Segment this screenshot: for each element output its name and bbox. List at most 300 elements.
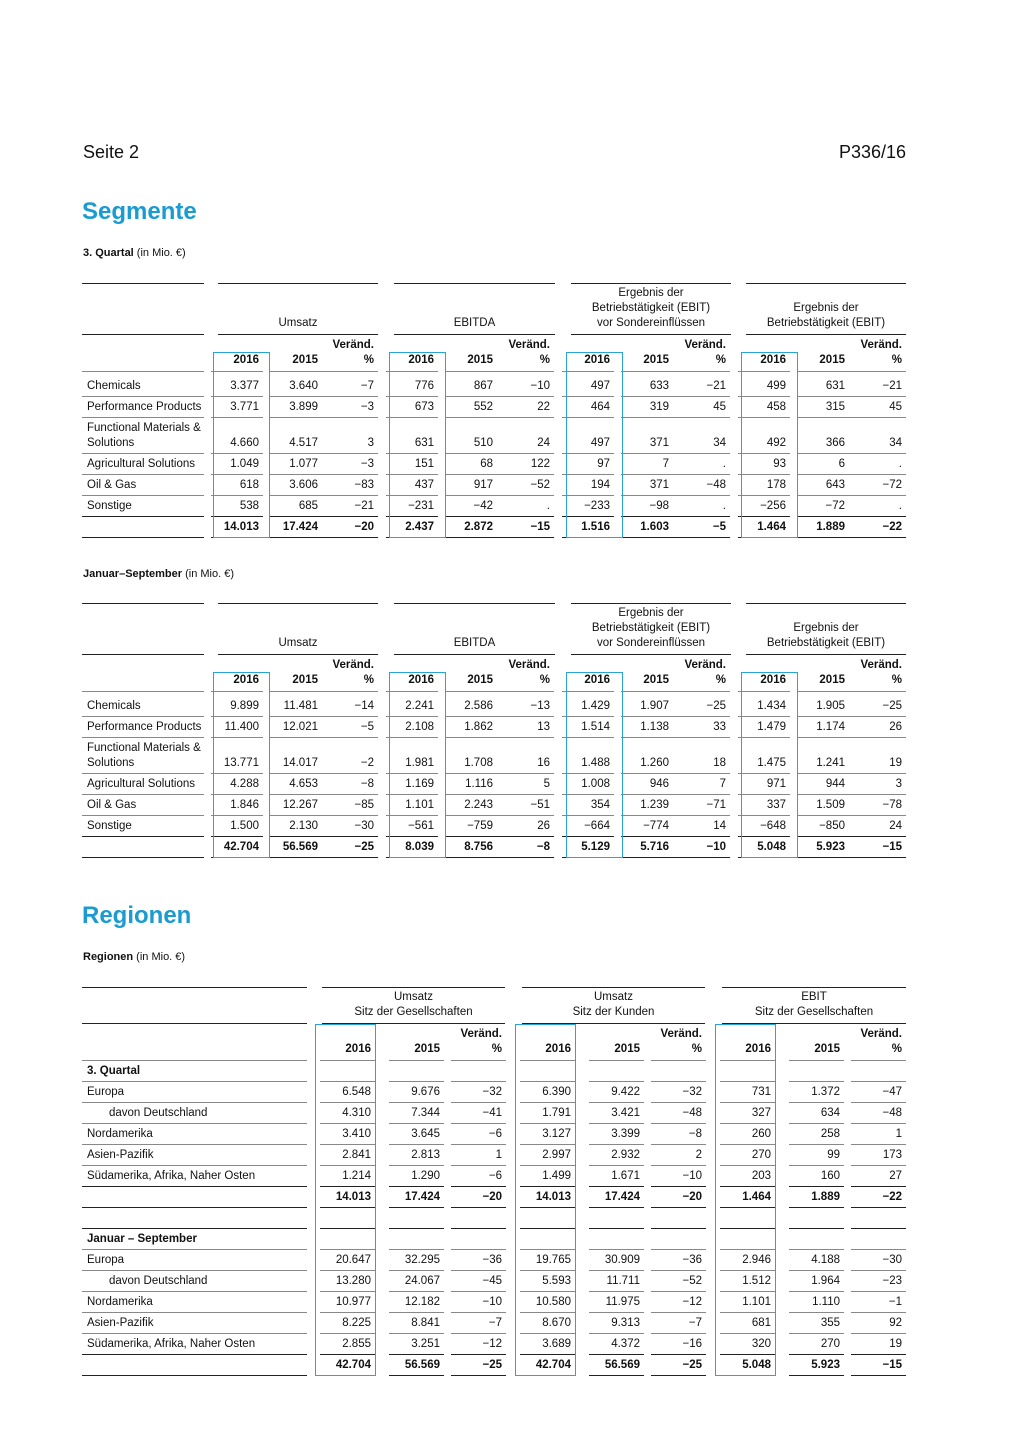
row-rule <box>621 716 673 717</box>
table-cell: −32 <box>482 1086 502 1098</box>
table-cell: −85 <box>354 799 374 811</box>
rule-header <box>82 334 204 335</box>
row-rule <box>621 495 673 496</box>
table-cell: 2.241 <box>405 700 434 712</box>
row-rule <box>589 1081 644 1082</box>
row-rule <box>651 1375 706 1376</box>
table-cell: 2.586 <box>464 700 493 712</box>
row-rule <box>497 516 554 517</box>
table-cell: 3.410 <box>342 1128 371 1140</box>
row-rule <box>321 453 378 454</box>
row-label: Oil & Gas <box>87 799 137 811</box>
highlight-2016-column <box>389 672 446 858</box>
table-cell: 1.241 <box>816 757 845 769</box>
row-rule <box>789 1123 844 1124</box>
row-rule <box>270 737 322 738</box>
table-cell: 2.243 <box>464 799 493 811</box>
table-cell: 2.841 <box>342 1149 371 1161</box>
row-rule <box>851 1375 906 1376</box>
table-cell: 4.517 <box>289 437 318 449</box>
row-label: Functional Materials & <box>87 742 201 754</box>
row-rule <box>270 857 322 858</box>
caption-regionen-bold: Regionen <box>83 951 134 963</box>
table-cell: −233 <box>584 500 610 512</box>
row-rule <box>389 1333 444 1334</box>
row-rule <box>651 1333 706 1334</box>
row-rule <box>270 537 322 538</box>
table-cell: −12 <box>482 1338 502 1350</box>
rule-colhead <box>849 371 906 372</box>
row-rule <box>851 1123 906 1124</box>
row-rule <box>673 396 730 397</box>
rule-colhead <box>789 1060 844 1061</box>
row-rule <box>82 1165 307 1166</box>
table-cell: 56.569 <box>282 841 318 853</box>
row-rule <box>849 794 906 795</box>
row-rule <box>321 794 378 795</box>
row-label: Nordamerika <box>87 1128 153 1140</box>
col-head-2016: 2016 <box>233 354 259 366</box>
section-title-regionen: Regionen <box>82 902 192 929</box>
row-rule <box>651 1249 706 1250</box>
row-label: Chemicals <box>87 380 141 392</box>
col-head-percent: % <box>891 1043 902 1055</box>
rule-header <box>394 334 555 335</box>
table-cell: 3.899 <box>289 401 318 413</box>
row-rule <box>497 794 554 795</box>
row-rule <box>589 1291 644 1292</box>
table-cell: −561 <box>408 820 434 832</box>
table-cell: . <box>898 458 902 470</box>
col-head-2015: 2015 <box>643 674 669 686</box>
rule-colhead <box>849 691 906 692</box>
table-cell: −15 <box>530 521 550 533</box>
row-rule <box>673 417 730 418</box>
table-cell: 631 <box>825 380 845 392</box>
rule-colhead <box>651 1060 706 1061</box>
table-cell: 4.372 <box>611 1338 640 1350</box>
row-rule <box>451 1228 506 1229</box>
row-rule <box>789 1312 844 1313</box>
row-label: Performance Products <box>87 401 202 413</box>
row-rule <box>270 716 322 717</box>
rule-colhead <box>445 371 497 372</box>
row-rule <box>82 1291 307 1292</box>
table-cell: 8.225 <box>342 1317 371 1329</box>
row-rule <box>451 1354 506 1355</box>
table-cell: −10 <box>530 380 550 392</box>
row-rule <box>451 1165 506 1166</box>
row-rule <box>789 1207 844 1208</box>
caption-ytd-unit: (in Mio. €) <box>182 568 235 580</box>
row-rule <box>651 1228 706 1229</box>
row-rule <box>451 1102 506 1103</box>
table-cell: −21 <box>882 380 902 392</box>
table-cell: 4.310 <box>342 1107 371 1119</box>
table-cell: −759 <box>467 820 493 832</box>
col-head-change: Veränd. <box>860 339 902 351</box>
group-header-ebit-line: Ergebnis der <box>793 302 859 314</box>
table-cell: −850 <box>819 820 845 832</box>
row-label: Asien-Pazifik <box>87 1149 154 1161</box>
row-rule <box>797 857 849 858</box>
table-cell: . <box>898 500 902 512</box>
group-header-umsatz: Umsatz <box>278 317 318 329</box>
row-rule <box>497 495 554 496</box>
table-cell: 6.390 <box>542 1086 571 1098</box>
table-cell: 643 <box>825 479 845 491</box>
row-rule <box>82 1186 307 1187</box>
page-number: Seite 2 <box>83 142 140 162</box>
table-cell: 4.288 <box>230 778 259 790</box>
rule-header <box>82 1023 307 1024</box>
table-cell: 2.946 <box>742 1254 771 1266</box>
table-cell: 9.422 <box>611 1086 640 1098</box>
table-cell: −41 <box>482 1107 502 1119</box>
table-cell: 3.399 <box>611 1128 640 1140</box>
table-cell: −2 <box>360 757 374 769</box>
row-rule <box>849 495 906 496</box>
row-rule <box>651 1081 706 1082</box>
row-rule <box>82 716 204 717</box>
row-rule <box>270 836 322 837</box>
table-cell: 32.295 <box>404 1254 440 1266</box>
row-rule <box>797 716 849 717</box>
table-cell: 17.424 <box>404 1191 440 1203</box>
row-rule <box>321 836 378 837</box>
row-rule <box>849 857 906 858</box>
table-cell: −7 <box>688 1317 702 1329</box>
row-rule <box>589 1354 644 1355</box>
table-cell: 731 <box>751 1086 771 1098</box>
table-cell: 1.500 <box>230 820 259 832</box>
table-cell: 1.671 <box>611 1170 640 1182</box>
table-cell: 14.013 <box>223 521 259 533</box>
row-label: Agricultural Solutions <box>87 458 196 470</box>
table-cell: 20.647 <box>335 1254 371 1266</box>
table-cell: −20 <box>354 521 374 533</box>
table-cell: 1.260 <box>640 757 669 769</box>
row-rule <box>389 1102 444 1103</box>
col-head-2016: 2016 <box>408 354 434 366</box>
row-rule <box>451 1144 506 1145</box>
row-rule <box>270 815 322 816</box>
table-cell: −36 <box>482 1254 502 1266</box>
table-cell: 3.771 <box>230 401 259 413</box>
col-head-change: Veränd. <box>684 659 726 671</box>
row-rule <box>270 794 322 795</box>
table-cell: −30 <box>354 820 374 832</box>
rule-top <box>82 283 204 284</box>
table-cell: 673 <box>414 401 434 413</box>
row-rule <box>651 1270 706 1271</box>
row-rule <box>82 1144 307 1145</box>
table-cell: 1.290 <box>411 1170 440 1182</box>
row-rule <box>270 773 322 774</box>
row-rule <box>851 1207 906 1208</box>
row-rule <box>445 836 497 837</box>
group-header-line: Umsatz <box>394 991 433 1003</box>
table-cell: 685 <box>298 500 318 512</box>
table-cell: −72 <box>825 500 845 512</box>
row-rule <box>451 1333 506 1334</box>
table-cell: 492 <box>766 437 786 449</box>
table-cell: 552 <box>473 401 493 413</box>
row-rule <box>589 1228 644 1229</box>
row-rule <box>82 737 204 738</box>
table-cell: 5.593 <box>542 1275 571 1287</box>
caption-regionen-unit: (in Mio. €) <box>133 951 186 963</box>
table-cell: 1.488 <box>581 757 610 769</box>
table-cell: 34 <box>713 437 726 449</box>
row-rule <box>497 537 554 538</box>
table-cell: 1.512 <box>742 1275 771 1287</box>
col-head-2015: 2015 <box>292 354 318 366</box>
table-cell: 56.569 <box>404 1359 440 1371</box>
table-cell: −52 <box>530 479 550 491</box>
table-cell: −22 <box>882 521 902 533</box>
table-cell: 1.239 <box>640 799 669 811</box>
highlight-2016-column <box>566 352 623 538</box>
group-header-line: Sitz der Kunden <box>572 1006 655 1018</box>
table-cell: 8.756 <box>464 841 493 853</box>
table-cell: 2.813 <box>411 1149 440 1161</box>
group-header-ebit-bsi-line: Betriebstätigkeit (EBIT) <box>591 302 711 314</box>
highlight-2016-column <box>213 352 270 538</box>
table-cell: 1.110 <box>812 1296 840 1308</box>
table-cell: −42 <box>473 500 493 512</box>
caption-ytd <box>83 568 234 580</box>
table-cell: −22 <box>882 1191 902 1203</box>
row-rule <box>851 1333 906 1334</box>
group-header-umsatz: Umsatz <box>278 637 318 649</box>
row-rule <box>849 417 906 418</box>
row-rule <box>673 794 730 795</box>
table-cell: 8.039 <box>405 841 434 853</box>
rule-colhead <box>851 1060 906 1061</box>
col-head-2015: 2015 <box>467 354 493 366</box>
row-rule <box>673 773 730 774</box>
table-cell: 45 <box>713 401 726 413</box>
table-cell: 1.905 <box>816 700 845 712</box>
table-cell: 5.129 <box>581 841 610 853</box>
table-cell: 867 <box>473 380 493 392</box>
row-rule <box>651 1207 706 1208</box>
col-head-2016: 2016 <box>545 1043 571 1055</box>
table-cell: . <box>722 500 726 512</box>
table-cell: 4.653 <box>289 778 318 790</box>
table-cell: 14.017 <box>282 757 318 769</box>
table-cell: −774 <box>643 820 669 832</box>
rule-top <box>394 603 555 604</box>
col-head-2016: 2016 <box>408 674 434 686</box>
row-rule <box>851 1270 906 1271</box>
col-head-change: Veränd. <box>332 339 374 351</box>
row-rule <box>651 1144 706 1145</box>
row-rule <box>82 1249 307 1250</box>
table-cell: −231 <box>408 500 434 512</box>
table-cell: 3 <box>367 437 374 449</box>
table-cell: 9.676 <box>411 1086 440 1098</box>
table-cell: −6 <box>488 1170 502 1182</box>
table-cell: 5.716 <box>640 841 669 853</box>
table-cell: 315 <box>825 401 845 413</box>
row-rule <box>497 716 554 717</box>
row-rule <box>589 1186 644 1187</box>
table-cell: 42.704 <box>535 1359 571 1371</box>
row-rule <box>849 537 906 538</box>
table-cell: 14.013 <box>335 1191 371 1203</box>
table-cell: 9.899 <box>230 700 259 712</box>
row-rule <box>389 1123 444 1124</box>
table-cell: 1.862 <box>464 721 493 733</box>
table-cell: −83 <box>354 479 374 491</box>
rule-header <box>218 334 378 335</box>
table-cell: 260 <box>751 1128 771 1140</box>
table-cell: 17.424 <box>282 521 318 533</box>
row-rule <box>82 1207 307 1208</box>
table-cell: 56.569 <box>604 1359 640 1371</box>
row-rule <box>497 474 554 475</box>
table-cell: 2.997 <box>542 1149 571 1161</box>
table-cell: 3.640 <box>289 380 318 392</box>
row-rule <box>389 1081 444 1082</box>
col-head-2016: 2016 <box>760 674 786 686</box>
table-cell: 1.174 <box>816 721 845 733</box>
group-header-ebit-line: Betriebstätigkeit (EBIT) <box>766 637 886 649</box>
row-rule <box>389 1249 444 1250</box>
table-cell: 2.437 <box>405 521 434 533</box>
row-rule <box>451 1312 506 1313</box>
table-cell: 2 <box>695 1149 702 1161</box>
row-rule <box>849 773 906 774</box>
row-rule <box>673 453 730 454</box>
row-rule <box>651 1312 706 1313</box>
table-cell: 1.964 <box>811 1275 840 1287</box>
row-rule <box>497 737 554 738</box>
col-head-2016: 2016 <box>584 674 610 686</box>
table-cell: 1.499 <box>542 1170 571 1182</box>
row-rule <box>270 396 322 397</box>
rule-top <box>218 283 378 284</box>
table-cell: 1.907 <box>640 700 669 712</box>
rule-top <box>746 283 906 284</box>
table-cell: 13.280 <box>335 1275 371 1287</box>
table-cell: 1.101 <box>742 1296 771 1308</box>
row-rule <box>82 1081 307 1082</box>
table-cell: 11.711 <box>606 1275 640 1287</box>
row-rule <box>82 1270 307 1271</box>
table-cell: 24.067 <box>404 1275 440 1287</box>
row-rule <box>445 516 497 517</box>
group-header-ebit-bsi-line: Ergebnis der <box>618 607 684 619</box>
col-head-percent: % <box>539 354 550 366</box>
group-header-ebitda: EBITDA <box>453 637 496 649</box>
row-rule <box>673 516 730 517</box>
row-rule <box>321 537 378 538</box>
row-label: Agricultural Solutions <box>87 778 196 790</box>
table-cell: −15 <box>882 841 902 853</box>
table-cell: 2.130 <box>289 820 318 832</box>
table-cell: 1 <box>495 1149 502 1161</box>
rule-colhead <box>270 691 322 692</box>
rule-top <box>746 603 906 604</box>
caption-regionen <box>83 951 185 963</box>
table-cell: −21 <box>354 500 374 512</box>
row-label: Asien-Pazifik <box>87 1317 154 1329</box>
row-rule <box>651 1102 706 1103</box>
group-header-line: Sitz der Gesellschaften <box>754 1006 874 1018</box>
highlight-2016-column <box>741 672 798 858</box>
row-rule <box>651 1165 706 1166</box>
row-rule <box>445 474 497 475</box>
table-cell: 258 <box>820 1128 840 1140</box>
rule-colhead <box>673 691 730 692</box>
row-rule <box>389 1207 444 1208</box>
table-cell: −3 <box>360 401 374 413</box>
row-rule <box>621 794 673 795</box>
row-rule <box>270 453 322 454</box>
caption-q3 <box>83 247 186 259</box>
table-cell: 42.704 <box>335 1359 371 1371</box>
rule-header <box>746 334 906 335</box>
row-rule <box>851 1165 906 1166</box>
table-cell: −23 <box>882 1275 902 1287</box>
table-cell: 499 <box>766 380 786 392</box>
table-cell: 337 <box>766 799 786 811</box>
row-rule <box>389 1312 444 1313</box>
table-cell: −12 <box>682 1296 702 1308</box>
col-head-change: Veränd. <box>460 1028 502 1040</box>
table-cell: 776 <box>414 380 434 392</box>
row-rule <box>321 396 378 397</box>
table-cell: 194 <box>590 479 610 491</box>
row-rule <box>589 1144 644 1145</box>
table-cell: −71 <box>706 799 726 811</box>
col-head-2015: 2015 <box>643 354 669 366</box>
row-rule <box>589 1102 644 1103</box>
table-cell: −10 <box>706 841 726 853</box>
row-label: Performance Products <box>87 721 202 733</box>
row-rule <box>451 1207 506 1208</box>
table-cell: 3.127 <box>542 1128 571 1140</box>
row-rule <box>389 1270 444 1271</box>
table-cell: 1.846 <box>230 799 259 811</box>
rule-colhead <box>797 371 849 372</box>
row-rule <box>621 815 673 816</box>
rule-header <box>571 334 731 335</box>
row-rule <box>389 1291 444 1292</box>
table-cell: −16 <box>682 1338 702 1350</box>
table-cell: 6 <box>838 458 845 470</box>
row-rule <box>621 737 673 738</box>
row-rule <box>270 516 322 517</box>
table-cell: 371 <box>649 437 669 449</box>
row-rule <box>82 1123 307 1124</box>
table-cell: 11.975 <box>605 1296 640 1308</box>
table-cell: 618 <box>239 479 259 491</box>
rule-top <box>82 603 204 604</box>
table-cell: 14.013 <box>535 1191 571 1203</box>
row-label: Functional Materials & <box>87 422 201 434</box>
table-cell: −25 <box>682 1359 702 1371</box>
table-cell: 1.603 <box>640 521 669 533</box>
row-rule <box>651 1186 706 1187</box>
highlight-2016-column <box>715 1024 776 1376</box>
group-header-ebit-line: Betriebstätigkeit (EBIT) <box>766 317 886 329</box>
table-cell: −25 <box>882 700 902 712</box>
table-cell: 1.169 <box>405 778 434 790</box>
